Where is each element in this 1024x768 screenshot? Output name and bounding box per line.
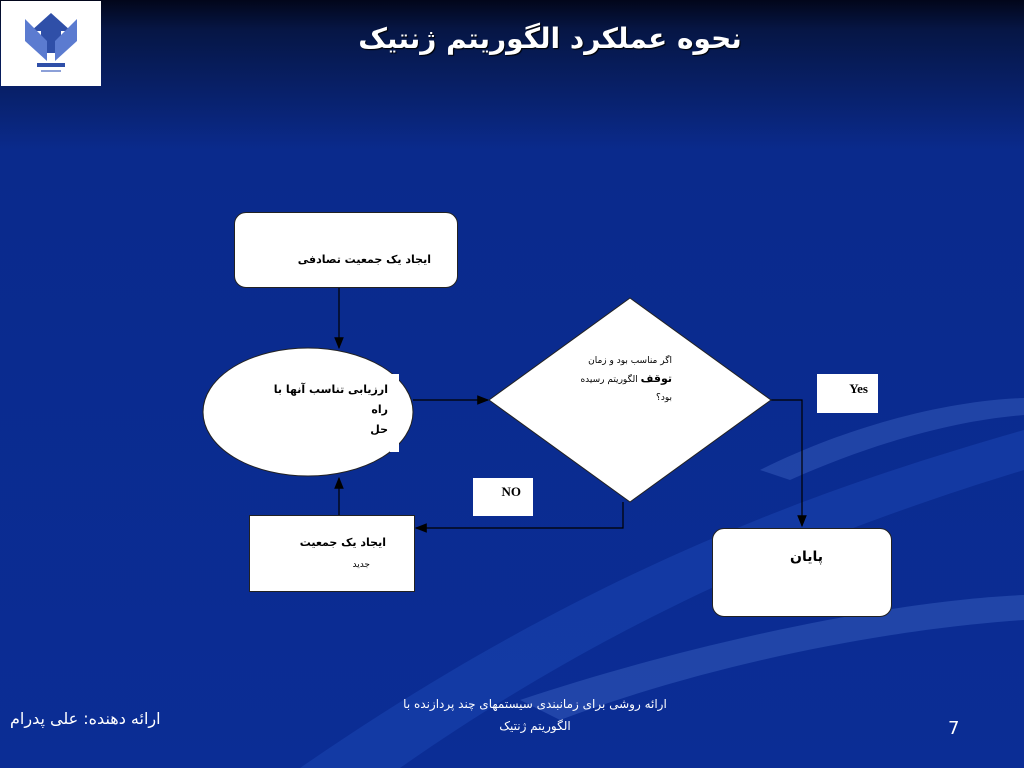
no-label: NO [501, 484, 521, 499]
decision-label-line3: بود؟ [656, 393, 672, 403]
decision-label-line2 [560, 370, 672, 389]
decision-node-label [560, 352, 672, 407]
yes-label: Yes [849, 381, 868, 396]
new-population-node [249, 515, 415, 592]
presenter-name: ارائه دهنده: علی پدرام [10, 709, 161, 728]
end-node-label: پایان [790, 549, 823, 565]
evaluate-node-label [268, 380, 388, 440]
evaluate-label-line1: ارزیابی تناسب آنها با راه [273, 383, 388, 416]
new-population-label-line1: ایجاد یک جمعیت [299, 536, 386, 549]
decision-label-rest: الگوریتم رسیده [580, 375, 638, 385]
new-population-label-line2: جدید [352, 560, 370, 570]
footer-topic [380, 693, 690, 737]
footer-topic-line1: ارائه روشی برای زمانبندی سیستمهای چند پردازنده با [403, 697, 667, 711]
evaluate-label-line2: حل [370, 423, 388, 436]
start-node [234, 212, 458, 288]
start-node-label: ایجاد یک جمعیت تصادفی [297, 253, 431, 266]
page-number: 7 [948, 718, 960, 739]
decision-label-bold: توقف [640, 372, 672, 385]
page-title: نحوه عملکرد الگوریتم ژنتیک [358, 22, 742, 55]
arrow-decision-to-end [771, 400, 802, 526]
decision-label-line1: اگر مناسب بود و زمان [588, 356, 672, 366]
end-node [712, 528, 892, 617]
footer-topic-line2: الگوریتم ژنتیک [499, 719, 571, 733]
no-label-box [473, 478, 533, 516]
yes-label-box [817, 374, 878, 413]
